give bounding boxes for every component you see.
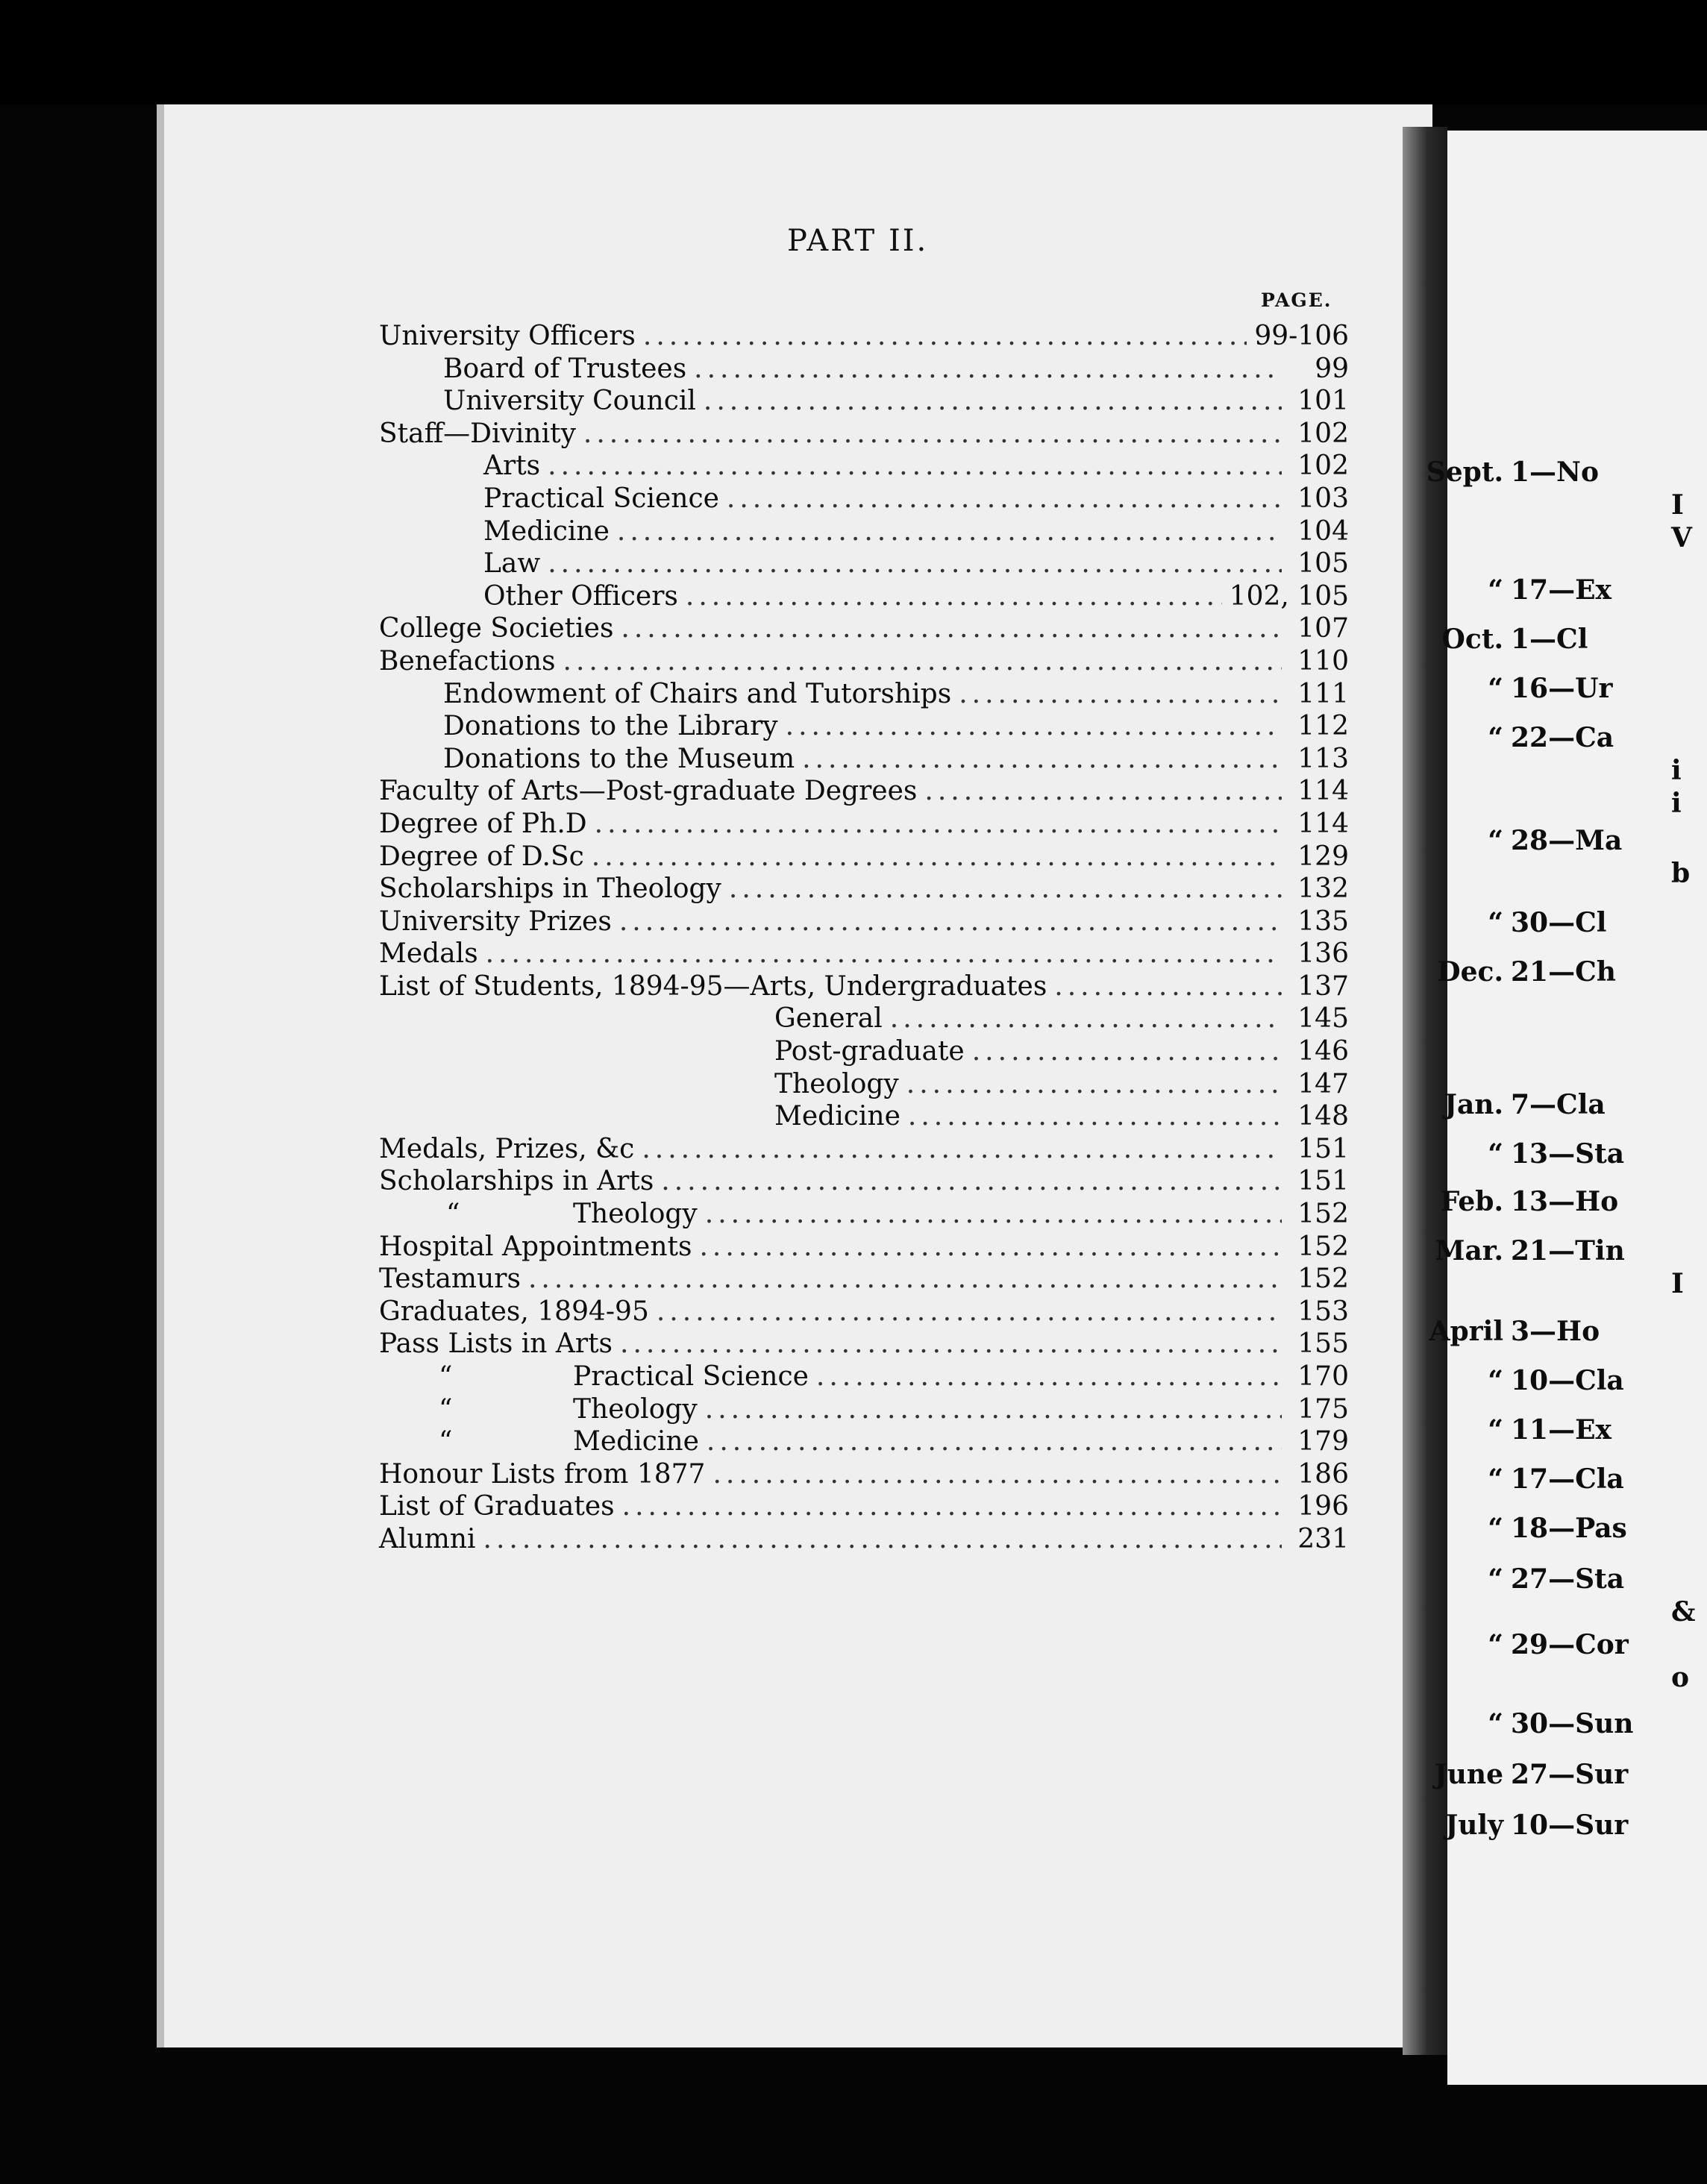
toc-entry-label: University Prizes (379, 906, 612, 937)
toc-entry (379, 1524, 1349, 1557)
toc-entry-text: Medicine (573, 1426, 699, 1457)
toc-entry-page: 132 (1297, 873, 1349, 905)
toc-entry-page: 112 (1297, 711, 1349, 742)
toc-entry-text: Theology (573, 1199, 698, 1230)
calendar-month: Dec. (1437, 956, 1503, 988)
dot-leader (483, 1524, 1282, 1554)
toc-entry-label: List of Students, 1894-95—Arts, Undergraduates (379, 970, 1047, 1002)
dot-leader (657, 1296, 1282, 1327)
toc-entry-page: 102, 105 (1229, 580, 1349, 612)
calendar-month: “ (1488, 1708, 1503, 1739)
calendar-day-event: 10—Cla (1511, 1365, 1624, 1396)
calendar-month: Sept. (1426, 456, 1503, 488)
toc-entry-page: 111 (1297, 678, 1349, 709)
dot-leader (727, 483, 1282, 514)
toc-entry-label: Faculty of Arts—Post-graduate Degrees (379, 776, 918, 807)
toc-entry (379, 744, 1349, 776)
toc-entry-label (379, 1361, 809, 1392)
toc-entry-label: Degree of D.Sc (379, 841, 584, 872)
toc-entry-page: 102 (1297, 451, 1349, 482)
toc-entry-text: Practical Science (573, 1361, 809, 1392)
toc-entry (379, 1491, 1349, 1524)
toc-entry-label: General (774, 1003, 883, 1035)
dot-leader (705, 1199, 1282, 1229)
calendar-day-event: 10—Sur (1511, 1810, 1629, 1841)
toc-entry (379, 1199, 1349, 1231)
calendar-day-event: 1—Cl (1511, 624, 1588, 655)
toc-entry (379, 938, 1349, 971)
film-border-top (0, 0, 1707, 104)
calendar-month: Feb. (1440, 1186, 1503, 1217)
toc-entry (379, 1296, 1349, 1329)
toc-entry-label: Staff—Divinity (379, 418, 576, 449)
toc-entry (379, 971, 1349, 1004)
toc-entry-page: 103 (1297, 483, 1349, 514)
calendar-month: “ (1488, 673, 1503, 704)
toc-entry-label: Donations to the Library (443, 711, 778, 742)
dot-leader (1054, 971, 1282, 1002)
toc-entry-label: Honour Lists from 1877 (379, 1458, 706, 1490)
calendar-month: “ (1488, 1414, 1503, 1446)
toc-entry (379, 809, 1349, 841)
toc-entry (379, 711, 1349, 744)
calendar-continuation: & (1671, 1596, 1696, 1628)
toc-entry-page: 114 (1297, 776, 1349, 807)
toc-entry-label: Graduates, 1894-95 (379, 1296, 649, 1327)
toc-entry-page: 155 (1297, 1328, 1349, 1360)
toc-entry-page: 179 (1297, 1426, 1349, 1457)
dot-leader (972, 1036, 1282, 1067)
toc-entry-page: 147 (1297, 1068, 1349, 1099)
dot-leader (528, 1264, 1282, 1294)
toc-entry (379, 321, 1349, 354)
calendar-day-event: 11—Ex (1511, 1414, 1612, 1446)
calendar-day-event: 17—Ex (1511, 574, 1612, 606)
dot-leader (699, 1231, 1282, 1262)
dot-leader (486, 938, 1282, 969)
toc-entry (379, 451, 1349, 483)
toc-entry-label: List of Graduates (379, 1491, 615, 1522)
toc-entry (379, 873, 1349, 906)
toc-entry-label: Scholarships in Theology (379, 873, 721, 905)
toc-entry-page: 99 (1315, 353, 1349, 384)
ditto-mark: “ (439, 1361, 453, 1392)
toc-entry (379, 1264, 1349, 1296)
toc-entry-page: 102 (1297, 418, 1349, 449)
calendar-month: Mar. (1435, 1235, 1503, 1267)
toc-entry (379, 906, 1349, 939)
table-of-contents (379, 321, 1349, 1557)
dot-leader (786, 711, 1282, 741)
dot-leader (583, 418, 1282, 449)
toc-entry (379, 1394, 1349, 1427)
dot-leader (959, 679, 1282, 709)
toc-entry-label: Board of Trustees (443, 353, 687, 384)
dot-leader (816, 1361, 1282, 1392)
dot-leader (906, 1069, 1282, 1099)
calendar-continuation: I (1671, 1268, 1684, 1299)
dot-leader (622, 1491, 1282, 1522)
toc-entry (379, 581, 1349, 614)
calendar-day-event: 29—Cor (1511, 1629, 1629, 1660)
calendar-continuation: I (1671, 489, 1684, 521)
dot-leader (908, 1101, 1282, 1132)
toc-entry (379, 548, 1349, 581)
toc-entry-page: 152 (1297, 1231, 1349, 1262)
calendar-month: June (1434, 1759, 1503, 1790)
toc-entry (379, 1166, 1349, 1199)
toc-entry-page: 148 (1297, 1101, 1349, 1132)
toc-entry (379, 418, 1349, 451)
toc-entry (379, 1361, 1349, 1394)
calendar-month: “ (1488, 574, 1503, 606)
calendar-month: “ (1488, 722, 1503, 753)
toc-entry-label: Scholarships in Arts (379, 1166, 654, 1197)
toc-entry-label: Alumni (379, 1523, 476, 1554)
toc-entry-page: 151 (1297, 1166, 1349, 1197)
toc-entry-page: 146 (1297, 1036, 1349, 1067)
toc-entry (379, 1101, 1349, 1134)
toc-entry-page: 136 (1297, 938, 1349, 970)
toc-entry-label: Medals (379, 938, 478, 970)
calendar-month: “ (1488, 1138, 1503, 1170)
toc-entry-label: University Council (443, 386, 696, 417)
toc-entry-page: 175 (1297, 1393, 1349, 1425)
toc-entry-page: 186 (1297, 1458, 1349, 1490)
dot-leader (890, 1003, 1282, 1034)
toc-entry-label: Post-graduate (774, 1036, 965, 1067)
toc-entry-page: 231 (1297, 1523, 1349, 1554)
calendar-month: July (1445, 1810, 1503, 1841)
calendar-day-event: 21—Ch (1511, 956, 1616, 988)
toc-entry-page: 99-106 (1254, 321, 1349, 351)
toc-entry-label (379, 1199, 698, 1229)
calendar-day-event: 30—Sun (1511, 1708, 1634, 1739)
dot-leader (620, 1328, 1282, 1359)
calendar-day-event: 13—Sta (1511, 1138, 1625, 1170)
dot-leader (661, 1166, 1282, 1196)
dot-leader (548, 451, 1282, 481)
calendar-day-event: 27—Sta (1511, 1563, 1625, 1595)
dot-leader (642, 1134, 1282, 1164)
toc-entry-label (379, 1426, 699, 1457)
dot-leader (694, 354, 1282, 384)
toc-entry-label: Donations to the Museum (443, 743, 795, 774)
dot-leader (595, 809, 1282, 839)
dot-leader (704, 386, 1282, 416)
calendar-day-event: 28—Ma (1511, 825, 1623, 856)
toc-entry-page: 110 (1297, 645, 1349, 677)
dot-leader (707, 1426, 1282, 1457)
toc-entry-page: 104 (1297, 515, 1349, 547)
dot-leader (802, 744, 1282, 774)
calendar-month: “ (1488, 1365, 1503, 1396)
toc-entry-label (379, 1394, 698, 1425)
toc-entry-label: Practical Science (483, 483, 719, 514)
toc-entry-page: 129 (1297, 841, 1349, 872)
toc-entry-label: Medicine (483, 515, 610, 547)
toc-entry-text: Theology (573, 1393, 698, 1425)
toc-entry-page: 114 (1297, 808, 1349, 839)
calendar-day-event: 17—Cla (1511, 1463, 1624, 1495)
toc-entry (379, 386, 1349, 418)
toc-entry-page: 170 (1297, 1361, 1349, 1392)
toc-entry-page: 137 (1297, 970, 1349, 1002)
calendar-day-event: 7—Cla (1511, 1089, 1606, 1120)
calendar-day-event: 16—Ur (1511, 673, 1613, 704)
toc-entry-label: Arts (483, 451, 541, 482)
page-column-header: PAGE. (1261, 289, 1332, 311)
toc-entry (379, 613, 1349, 646)
calendar-month: “ (1488, 1563, 1503, 1595)
dot-leader (686, 581, 1222, 612)
part-title: PART II. (787, 224, 929, 258)
toc-entry-page: 101 (1297, 386, 1349, 417)
toc-entry (379, 679, 1349, 712)
calendar-month: “ (1488, 1513, 1503, 1544)
calendar-day-event: 13—Ho (1511, 1186, 1619, 1217)
calendar-day-event: 3—Ho (1511, 1316, 1600, 1347)
toc-entry-label: Other Officers (483, 580, 678, 612)
calendar-day-event: 18—Pas (1511, 1513, 1627, 1544)
toc-entry (379, 1328, 1349, 1361)
calendar-day-event: 22—Ca (1511, 722, 1614, 753)
toc-entry (379, 1036, 1349, 1069)
toc-entry-label: College Societies (379, 613, 614, 644)
toc-entry-label: Testamurs (379, 1264, 521, 1295)
toc-entry-label: Medals, Prizes, &c (379, 1133, 635, 1164)
toc-entry (379, 516, 1349, 549)
dot-leader (548, 548, 1282, 579)
toc-entry-label: Theology (774, 1068, 899, 1099)
calendar-month: Jan. (1444, 1089, 1503, 1120)
toc-entry-page: 135 (1297, 906, 1349, 937)
toc-entry-label: Pass Lists in Arts (379, 1328, 613, 1360)
calendar-continuation: i (1671, 755, 1682, 786)
dot-leader (563, 646, 1282, 677)
calendar-continuation: o (1671, 1662, 1690, 1693)
toc-entry-page: 151 (1297, 1133, 1349, 1164)
toc-entry (379, 841, 1349, 874)
toc-entry-label: Medicine (774, 1101, 901, 1132)
calendar-month: “ (1488, 1629, 1503, 1660)
dot-leader (712, 1459, 1282, 1490)
toc-entry-label: University Officers (379, 321, 636, 351)
dot-leader (617, 516, 1282, 547)
calendar-month: “ (1488, 825, 1503, 856)
calendar-month: Oct. (1441, 624, 1503, 655)
dot-leader (621, 613, 1282, 644)
toc-entry-page: 107 (1297, 613, 1349, 644)
dot-leader (705, 1394, 1282, 1425)
toc-entry-label: Law (483, 548, 541, 580)
calendar-continuation: b (1671, 858, 1691, 889)
toc-entry-page: 113 (1297, 743, 1349, 774)
calendar-continuation: i (1671, 788, 1682, 819)
toc-entry (379, 776, 1349, 809)
toc-entry-page: 105 (1297, 548, 1349, 580)
toc-entry (379, 646, 1349, 679)
toc-entry (379, 1134, 1349, 1167)
toc-entry-label: Degree of Ph.D (379, 808, 587, 839)
ditto-mark: “ (439, 1393, 453, 1425)
toc-entry (379, 1003, 1349, 1036)
ditto-mark: “ (446, 1199, 460, 1230)
calendar-day-event: 21—Tin (1511, 1235, 1625, 1267)
dot-leader (592, 841, 1282, 872)
calendar-month: “ (1488, 1463, 1503, 1495)
toc-entry (379, 354, 1349, 386)
toc-entry-page: 152 (1297, 1199, 1349, 1230)
calendar-day-event: 30—Cl (1511, 907, 1607, 938)
toc-entry-page: 196 (1297, 1491, 1349, 1522)
toc-entry-page: 152 (1297, 1264, 1349, 1295)
toc-entry-label: Endowment of Chairs and Tutorships (443, 678, 952, 709)
dot-leader (729, 873, 1282, 904)
toc-entry-page: 153 (1297, 1296, 1349, 1327)
calendar-month: “ (1488, 907, 1503, 938)
toc-entry (379, 483, 1349, 516)
calendar-continuation: V (1671, 522, 1692, 553)
toc-entry-page: 145 (1297, 1003, 1349, 1035)
calendar-day-event: 1—No (1511, 456, 1599, 488)
ditto-mark: “ (439, 1426, 453, 1457)
toc-entry (379, 1231, 1349, 1264)
calendar-day-event: 27—Sur (1511, 1759, 1629, 1790)
calendar-month: April (1429, 1316, 1503, 1347)
toc-entry (379, 1069, 1349, 1102)
dot-leader (619, 906, 1282, 937)
toc-entry (379, 1426, 1349, 1459)
dot-leader (924, 776, 1282, 806)
toc-entry (379, 1459, 1349, 1492)
dot-leader (643, 321, 1247, 351)
toc-entry-label: Hospital Appointments (379, 1231, 692, 1262)
toc-entry-label: Benefactions (379, 645, 556, 677)
